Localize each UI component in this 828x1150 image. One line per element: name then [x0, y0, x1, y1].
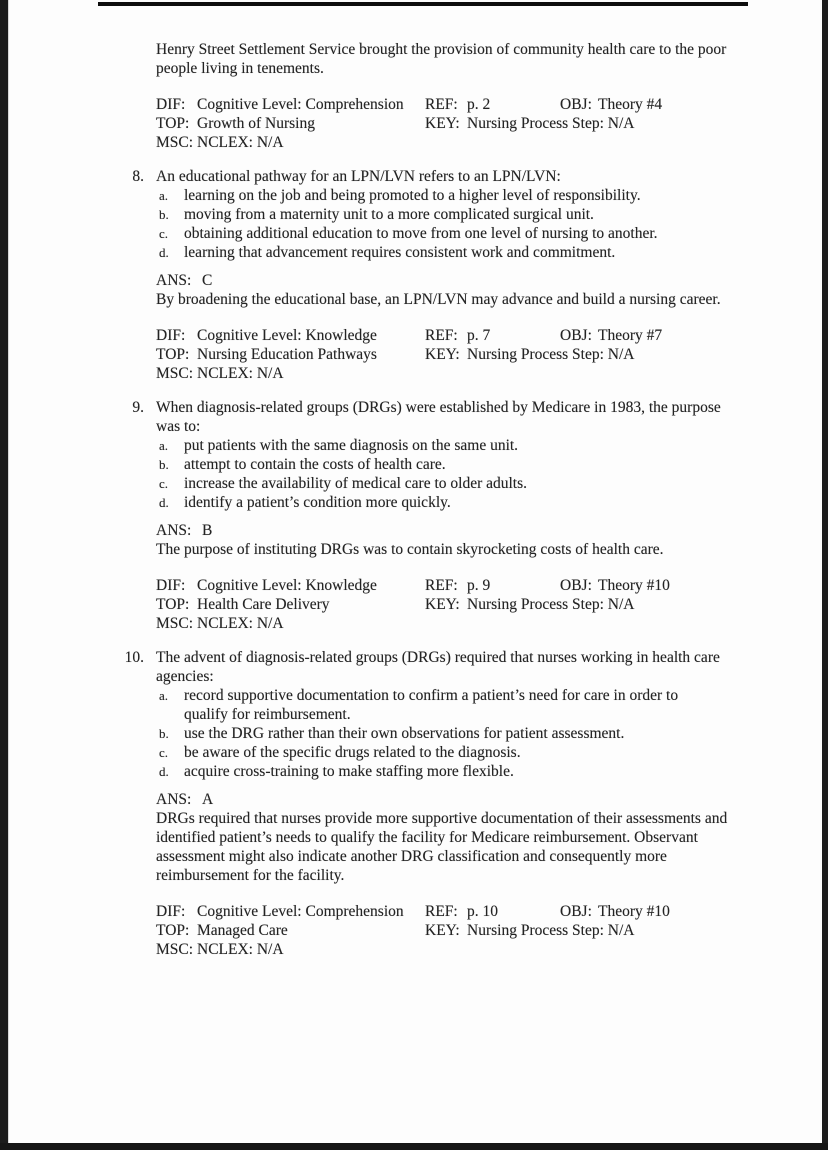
answer-label: ANS: [156, 791, 192, 808]
meta-label-msc: MSC: [156, 365, 194, 382]
option-text: learning on the job and being promoted to a higher level of responsibility. [184, 187, 641, 204]
option-row [156, 724, 767, 743]
meta-row [156, 902, 767, 921]
page-content [119, 40, 779, 959]
meta-value-top: Managed Care [197, 922, 288, 939]
option-letter: a. [159, 438, 169, 453]
meta-label-obj: OBJ: [560, 577, 592, 594]
option-row [156, 436, 767, 455]
meta-value-msc: NCLEX: N/A [197, 134, 284, 151]
meta-block [156, 326, 767, 383]
question-block-8 [119, 167, 779, 383]
meta-label-obj: OBJ: [560, 327, 592, 344]
meta-label-top: TOP: [156, 596, 190, 613]
option-row [156, 762, 767, 781]
meta-row [156, 364, 767, 383]
question-number: 8. [132, 168, 144, 185]
question-stem: When diagnosis-related groups (DRGs) were established by Medicare in 1983, the purpose [156, 399, 721, 416]
rationale-line: By broadening the educational base, an LPN/LVN may advance and build a nursing career. [156, 291, 721, 308]
intro-block [119, 40, 779, 152]
meta-row [156, 114, 767, 133]
meta-label-key: KEY: [425, 922, 460, 939]
meta-label-obj: OBJ: [560, 96, 592, 113]
meta-value-key: Nursing Process Step: N/A [467, 922, 635, 939]
option-row [156, 243, 767, 262]
rationale-line: reimbursement for the facility. [156, 867, 345, 884]
meta-label-ref: REF: [425, 96, 458, 113]
meta-value-msc: NCLEX: N/A [197, 941, 284, 958]
meta-label-key: KEY: [425, 115, 460, 132]
question-stem: was to: [156, 418, 201, 435]
option-letter: c. [159, 745, 169, 760]
answer-label: ANS: [156, 522, 192, 539]
meta-row [156, 921, 767, 940]
option-letter: b. [159, 726, 169, 741]
meta-row [156, 595, 767, 614]
answer-label: ANS: [156, 272, 192, 289]
meta-value-top: Growth of Nursing [197, 115, 315, 132]
meta-value-ref: p. 7 [467, 327, 491, 344]
option-row [156, 474, 767, 493]
option-text: identify a patient’s condition more quickly. [184, 494, 451, 511]
option-row [156, 205, 767, 224]
rationale-line: The purpose of instituting DRGs was to contain skyrocketing costs of health care. [156, 541, 664, 558]
meta-row [156, 614, 767, 633]
meta-value-key: Nursing Process Step: N/A [467, 346, 635, 363]
option-text: be aware of the specific drugs related to the diagnosis. [184, 744, 521, 761]
meta-value-dif: Cognitive Level: Comprehension [197, 903, 404, 920]
meta-value-dif: Cognitive Level: Comprehension [197, 96, 404, 113]
option-text: moving from a maternity unit to a more complicated surgical unit. [184, 206, 594, 223]
intro-line: people living in tenements. [156, 60, 324, 77]
meta-value-key: Nursing Process Step: N/A [467, 596, 635, 613]
meta-label-obj: OBJ: [560, 903, 592, 920]
answer-row [156, 521, 767, 540]
meta-label-dif: DIF: [156, 96, 186, 113]
option-letter: c. [159, 226, 169, 241]
question-number: 9. [132, 399, 144, 416]
meta-block [156, 902, 767, 959]
meta-label-msc: MSC: [156, 941, 194, 958]
rationale-line: assessment might also indicate another DRG classification and consequently more [156, 848, 667, 865]
option-text: acquire cross-training to make staffing more flexible. [184, 763, 514, 780]
option-row [156, 686, 767, 724]
meta-row [156, 95, 767, 114]
option-letter: b. [159, 457, 169, 472]
option-text: increase the availability of medical care to older adults. [184, 475, 528, 492]
option-text: put patients with the same diagnosis on the same unit. [184, 437, 519, 454]
option-row [156, 186, 767, 205]
meta-label-key: KEY: [425, 346, 460, 363]
meta-value-top: Nursing Education Pathways [197, 346, 377, 363]
page-top-rule [98, 2, 748, 6]
rationale-line: identified patient’s needs to qualify the facility for Medicare reimbursement. Observant [156, 829, 698, 846]
meta-block [156, 95, 767, 152]
meta-label-ref: REF: [425, 327, 458, 344]
meta-label-key: KEY: [425, 596, 460, 613]
viewer-bottom-edge [0, 1143, 828, 1150]
meta-value-key: Nursing Process Step: N/A [467, 115, 635, 132]
answer-value: A [202, 791, 214, 808]
meta-label-msc: MSC: [156, 134, 194, 151]
option-letter: a. [159, 188, 169, 203]
option-row [156, 224, 767, 243]
meta-label-ref: REF: [425, 577, 458, 594]
meta-value-msc: NCLEX: N/A [197, 615, 284, 632]
meta-value-dif: Cognitive Level: Knowledge [197, 327, 377, 344]
answer-value: C [202, 272, 213, 289]
answer-row [156, 271, 767, 290]
option-letter: c. [159, 476, 169, 491]
option-text: attempt to contain the costs of health care. [184, 456, 446, 473]
option-text: use the DRG rather than their own observations for patient assessment. [184, 725, 625, 742]
option-letter: d. [159, 764, 169, 779]
option-letter: d. [159, 495, 169, 510]
answer-row [156, 790, 767, 809]
meta-value-dif: Cognitive Level: Knowledge [197, 577, 377, 594]
option-text: obtaining additional education to move from one level of nursing to another. [184, 225, 658, 242]
meta-row [156, 576, 767, 595]
question-block-10 [119, 648, 779, 959]
meta-row [156, 326, 767, 345]
option-text: record supportive documentation to confirm a patient’s need for care in order to [184, 687, 679, 704]
question-stem: An educational pathway for an LPN/LVN refers to an LPN/LVN: [156, 168, 561, 185]
meta-label-top: TOP: [156, 922, 190, 939]
meta-value-obj: Theory #10 [598, 903, 670, 920]
meta-value-ref: p. 10 [467, 903, 498, 920]
meta-row [156, 940, 767, 959]
meta-value-top: Health Care Delivery [197, 596, 330, 613]
question-block-9 [119, 398, 779, 633]
meta-row [156, 133, 767, 152]
meta-label-dif: DIF: [156, 577, 186, 594]
option-row [156, 743, 767, 762]
question-stem: agencies: [156, 668, 214, 685]
rationale-line: DRGs required that nurses provide more supportive documentation of their assessments and [156, 810, 728, 827]
document-page [8, 0, 822, 1143]
meta-label-top: TOP: [156, 115, 190, 132]
meta-label-dif: DIF: [156, 903, 186, 920]
option-row [156, 455, 767, 474]
option-row [156, 493, 767, 512]
option-letter: a. [159, 688, 169, 703]
meta-block [156, 576, 767, 633]
option-text: learning that advancement requires consistent work and commitment. [184, 244, 616, 261]
question-number: 10. [124, 649, 144, 666]
meta-label-ref: REF: [425, 903, 458, 920]
option-letter: d. [159, 245, 169, 260]
meta-label-msc: MSC: [156, 615, 194, 632]
meta-value-ref: p. 2 [467, 96, 491, 113]
meta-value-msc: NCLEX: N/A [197, 365, 284, 382]
meta-value-obj: Theory #4 [598, 96, 663, 113]
meta-value-obj: Theory #10 [598, 577, 670, 594]
option-text: qualify for reimbursement. [184, 706, 351, 723]
option-letter: b. [159, 207, 169, 222]
intro-line: Henry Street Settlement Service brought the provision of community health care to the poor [156, 41, 727, 58]
meta-row [156, 345, 767, 364]
meta-label-top: TOP: [156, 346, 190, 363]
meta-value-ref: p. 9 [467, 577, 491, 594]
question-stem: The advent of diagnosis-related groups (DRGs) required that nurses working in health care [156, 649, 720, 666]
answer-value: B [202, 522, 213, 539]
meta-value-obj: Theory #7 [598, 327, 663, 344]
meta-label-dif: DIF: [156, 327, 186, 344]
